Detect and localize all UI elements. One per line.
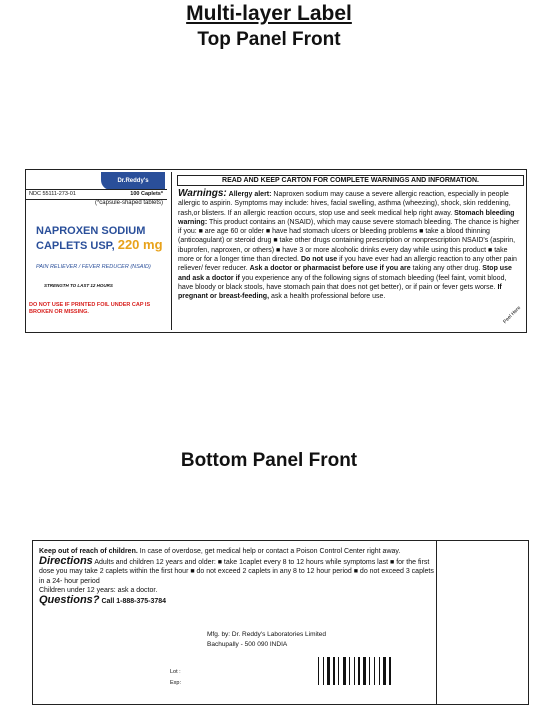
barcode-bar <box>374 657 375 685</box>
product-name <box>36 224 163 253</box>
barcode-bar <box>318 657 319 685</box>
barcode-gap <box>356 657 357 685</box>
directions-title: Directions <box>39 554 93 567</box>
manufacturer <box>207 630 326 650</box>
barcode-gap <box>381 657 382 685</box>
bottom-panel <box>32 540 529 705</box>
capsule-note: (*capsule-shaped tablets) <box>94 200 163 206</box>
mfg-line: Mfg. by: Dr. Reddy's Laboratories Limited <box>207 631 327 638</box>
barcode-bar <box>323 657 324 685</box>
preg-text: ask a health professional before use. <box>270 293 386 301</box>
do-not-use-warning: DO NOT USE IF PRINTED FOIL UNDER CAP IS BROKEN OR MISSING. <box>29 302 151 315</box>
preg-label: If pregnant or breast-feeding, <box>178 283 502 301</box>
bottom-panel-heading: Bottom Panel Front <box>180 450 358 471</box>
stop-text: you experience any of the following signs of stomach bleeding (feel faint, vomit blood, have bloody or black stools, have stomach pain that does not get better), or if pain or fever gets worse. <box>178 274 507 291</box>
product-name-line1: NAPROXEN SODIUM <box>36 225 146 237</box>
product-caplets: CAPLETS USP, <box>36 240 115 252</box>
stomach-text: This product contains an (NSAID), which may cause severe stomach bleeding. The chance is higher if you: ■ are age 60 or older ■ have had stomach ulcers or bleeding problems ■ take a blood thinning (anticoagulant) or steroid drug ■ take other drugs containing prescription or nonprescription NSAID's (aspirin, ibuprofen, naproxen, or others) ■ have 3 or more alcoholic drinks every day while using this product ■ take more or for a longer time than directed. <box>178 218 520 264</box>
barcode-gap <box>367 657 368 685</box>
product-name-line2 <box>36 238 163 253</box>
keep-text: In case of overdose, get medical help or contact a Poison Control Center right away. <box>139 548 401 555</box>
product-strength: 220 mg <box>117 237 163 252</box>
allergy-text: Naproxen sodium may cause a severe allergic reaction, especially in people allergic to aspirin. Symptoms may include: hives, facial swelling, asthma (wheezing), shock, skin reddening, rash,or blisters. If an allergic reaction occurs, stop use and seek medical help right away. <box>178 191 511 217</box>
barcode-gap <box>387 657 388 685</box>
ndc-number: NDC 55111-273-01 <box>29 191 76 197</box>
questions-title: Questions? <box>39 593 100 606</box>
ask-label: Ask a doctor or pharmacist before use if you are <box>249 265 411 273</box>
barcode-bar <box>363 657 366 685</box>
barcode-gap <box>361 657 362 685</box>
barcode-bar <box>349 657 350 685</box>
city-line: Bachupally - 500 090 INDIA <box>207 641 288 648</box>
barcode-bar <box>327 657 330 685</box>
barcode-gap <box>376 657 378 685</box>
top-panel-left <box>26 170 167 332</box>
barcode-gap <box>340 657 342 685</box>
warnings-text <box>178 189 521 302</box>
stomach-label: Stomach bleeding warning: <box>178 209 515 226</box>
barcode-gap <box>320 657 322 685</box>
top-panel-heading: Top Panel Front <box>197 29 341 50</box>
bottom-text <box>39 547 434 606</box>
barcode-gap <box>371 657 373 685</box>
barcode-bar <box>379 657 380 685</box>
children-text: Children under 12 years: ask a doctor. <box>39 587 158 594</box>
exp-label: Exp: <box>170 680 182 686</box>
purpose-text: PAIN RELIEVER / FEVER REDUCER (NSAID) <box>36 264 151 270</box>
barcode-bar <box>338 657 339 685</box>
stop-label: Stop use and ask a doctor if <box>178 265 512 282</box>
caplet-count: 100 Caplets* <box>130 191 163 197</box>
top-panel-right <box>171 172 526 330</box>
barcode-gap <box>351 657 353 685</box>
ndc-row <box>26 189 167 200</box>
barcode <box>318 657 394 687</box>
strength-note: STRENGTH TO LAST 12 HOURS <box>44 283 113 288</box>
lot-label: Lot : <box>170 669 181 675</box>
donot-label: Do not use <box>300 256 338 264</box>
barcode-bar <box>358 657 360 685</box>
barcode-gap <box>336 657 337 685</box>
lot-exp <box>170 667 181 689</box>
brand-logo: Dr.Reddy's <box>101 172 165 190</box>
allergy-label: Allergy alert: <box>228 191 272 198</box>
barcode-gap <box>325 657 326 685</box>
phone-number: Call 1-888-375-3784 <box>101 597 167 605</box>
panel-divider <box>436 541 437 704</box>
barcode-bar <box>389 657 391 685</box>
peel-here[interactable]: Peel Here <box>501 305 522 325</box>
ask-text: taking any other drug. <box>412 265 481 273</box>
barcode-gap <box>331 657 332 685</box>
barcode-gap <box>347 657 348 685</box>
barcode-bar <box>343 657 346 685</box>
read-keep-banner: READ AND KEEP CARTON FOR COMPLETE WARNINGS AND INFORMATION. <box>177 175 524 186</box>
barcode-bar <box>333 657 335 685</box>
keep-label: Keep out of reach of children. <box>39 548 138 555</box>
barcode-gap <box>392 657 393 685</box>
donot-text: if you have ever had an allergic reaction to any other pain reliever/ fever reducer. <box>178 256 517 273</box>
top-panel <box>25 169 527 333</box>
label-title: Multi-layer Label <box>186 2 352 25</box>
barcode-bar <box>369 657 370 685</box>
barcode-bar <box>354 657 355 685</box>
directions-text: Adults and children 12 years and older: ■ take 1caplet every 8 to 12 hours while symptoms last ■ for the first dose you may take 2 caplets within the first hour ■ do not exceed 2 caplets in any 8 to 12 hour period ■ do not exceed 3 caplets in a 24- hour period <box>39 558 434 585</box>
warnings-title: Warnings: <box>178 188 227 199</box>
barcode-bar <box>383 657 386 685</box>
